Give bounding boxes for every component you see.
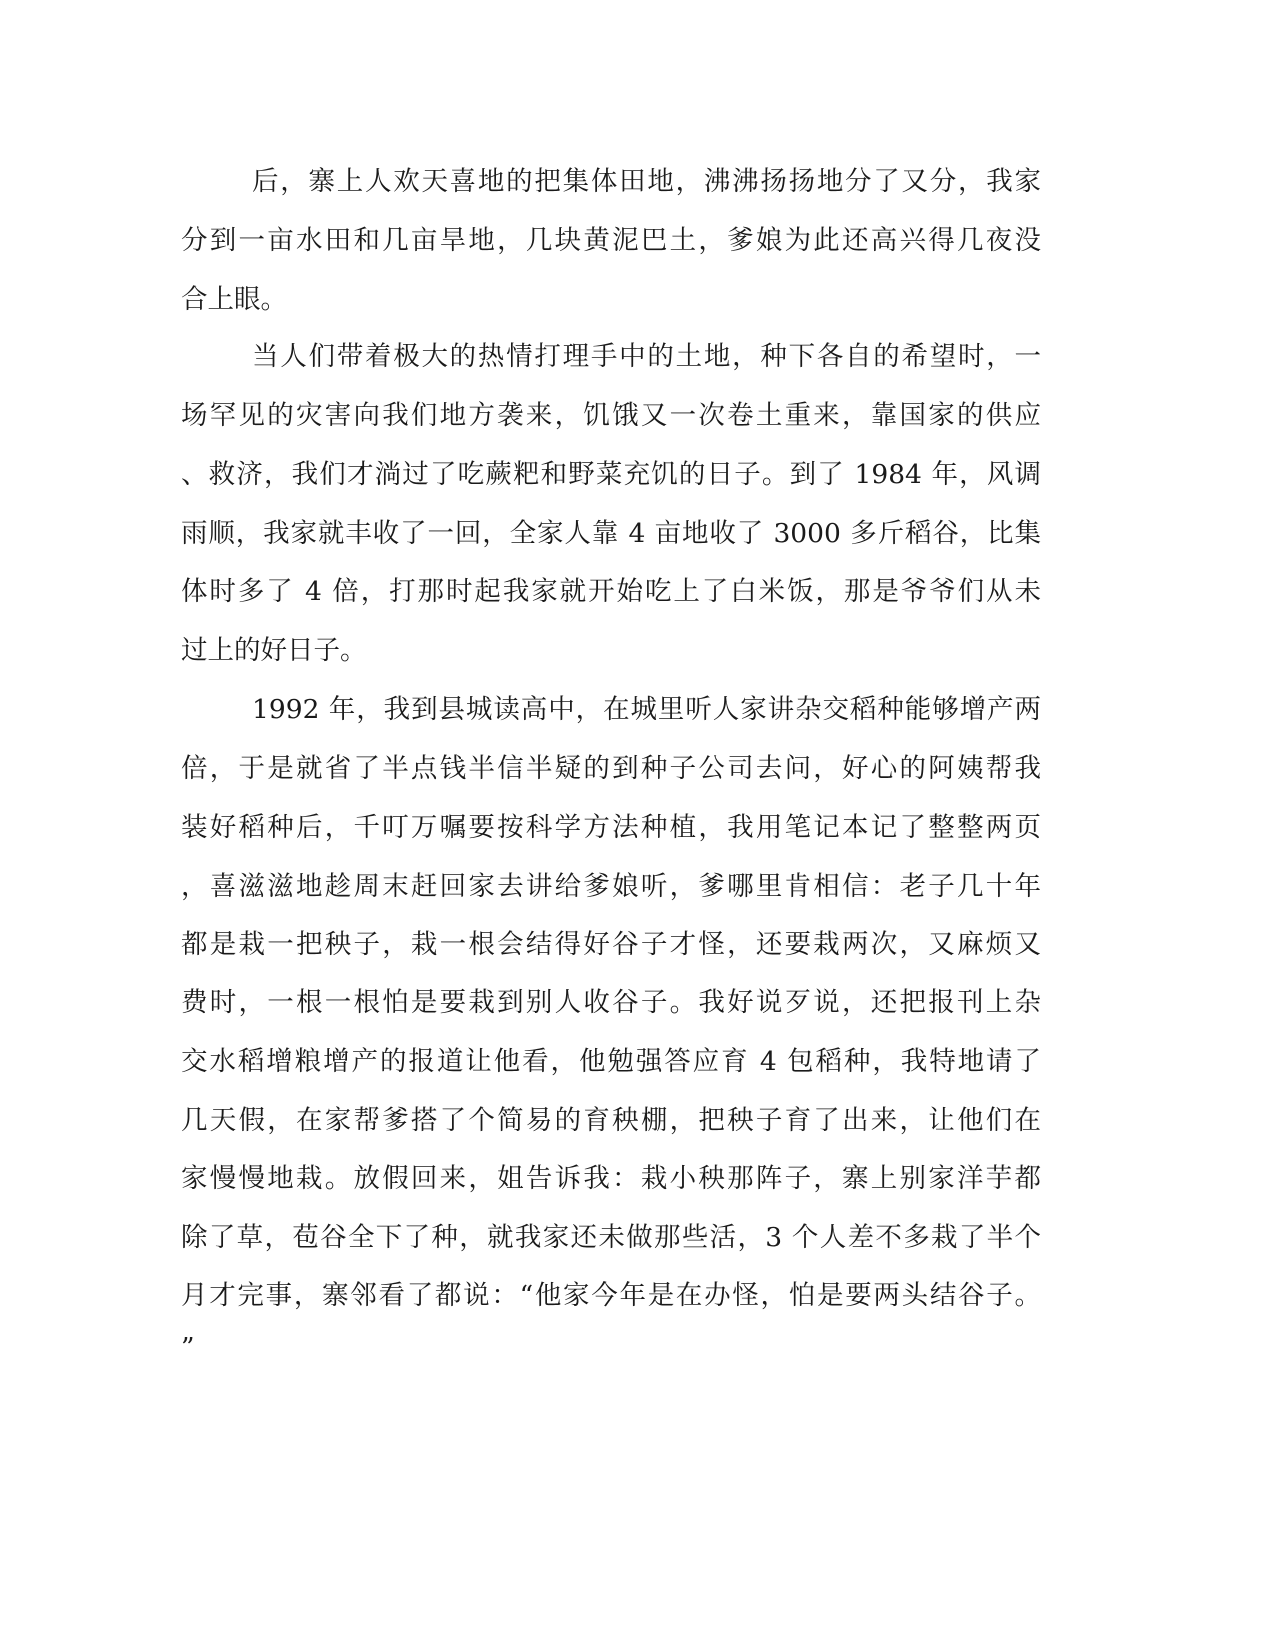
paragraph-2-line-5: 体时多了 4 倍，打那时起我家就开始吃上了白米饭，那是爷爷们从未 [181,576,1041,607]
paragraph-3-line-12: ” [181,1332,195,1363]
paragraph-2-line-4: 雨顺，我家就丰收了一回，全家人靠 4 亩地收了 3000 多斤稻谷，比集 [181,518,1041,549]
paragraph-2-line-6: 过上的好日子。 [181,635,367,666]
paragraph-3-line-7: 交水稻增粮增产的报道让他看，他勉强答应育 4 包稻种，我特地请了 [181,1046,1041,1077]
paragraph-3-line-11: 月才完事，寨邻看了都说：“他家今年是在办怪，怕是要两头结谷子。 [181,1280,1041,1311]
paragraph-3-line-9: 家慢慢地栽。放假回来，姐告诉我：栽小秧那阵子，寨上别家洋芋都 [181,1163,1041,1194]
paragraph-3-line-6: 费时，一根一根怕是要栽到别人收谷子。我好说歹说，还把报刊上杂 [181,987,1041,1018]
paragraph-3-line-5: 都是栽一把秧子，栽一根会结得好谷子才怪，还要栽两次，又麻烦又 [181,929,1041,960]
paragraph-2-line-2: 场罕见的灾害向我们地方袭来，饥饿又一次卷土重来，靠国家的供应 [181,400,1041,431]
paragraph-1-line-1: 后，寨上人欢天喜地的把集体田地，沸沸扬扬地分了又分，我家 [252,166,1041,197]
paragraph-3-line-8: 几天假，在家帮爹搭了个简易的育秧棚，把秧子育了出来，让他们在 [181,1105,1041,1136]
paragraph-3-line-10: 除了草，苞谷全下了种，就我家还未做那些活，3 个人差不多栽了半个 [181,1222,1041,1253]
paragraph-3-line-1: 1992 年，我到县城读高中，在城里听人家讲杂交稻种能够增产两 [252,694,1041,725]
paragraph-1-line-3: 合上眼。 [181,284,287,315]
paragraph-1-line-2: 分到一亩水田和几亩旱地，几块黄泥巴土，爹娘为此还高兴得几夜没 [181,225,1041,256]
paragraph-3-line-4: ，喜滋滋地趁周末赶回家去讲给爹娘听，爹哪里肯相信：老子几十年 [181,871,1041,902]
paragraph-2-line-1: 当人们带着极大的热情打理手中的土地，种下各自的希望时，一 [252,341,1041,372]
paragraph-2-line-3: 、救济，我们才淌过了吃蕨粑和野菜充饥的日子。到了 1984 年，风调 [181,459,1041,490]
paragraph-3-line-2: 倍，于是就省了半点钱半信半疑的到种子公司去问，好心的阿姨帮我 [181,753,1041,784]
paragraph-3-line-3: 装好稻种后，千叮万嘱要按科学方法种植，我用笔记本记了整整两页 [181,812,1041,843]
